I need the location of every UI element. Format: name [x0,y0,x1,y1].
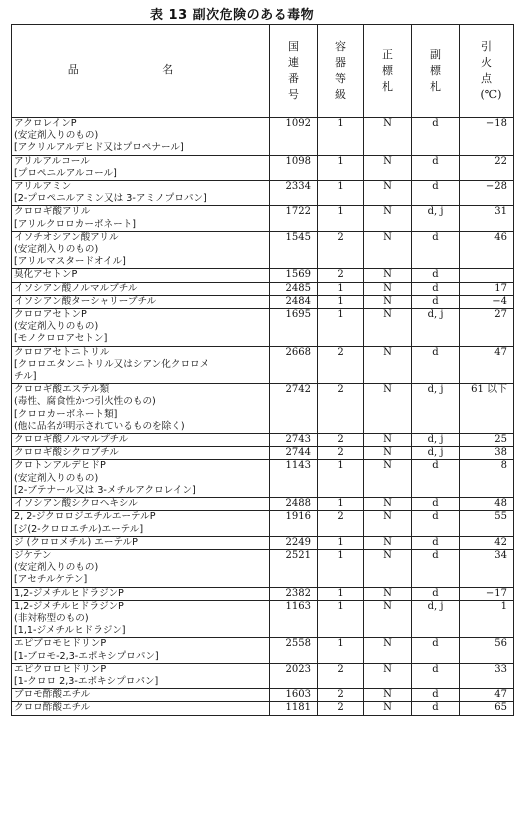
table-row [12,434,514,447]
cell-un-number: 2023 [270,663,318,688]
cell-main-label: N [364,600,412,638]
cell-package-group: 2 [318,689,364,702]
cell-flash-point: 56 [460,638,514,663]
cell-main-label: N [364,231,412,269]
cell-name [12,663,270,688]
cell-un-number: 2382 [270,587,318,600]
cell-sub-label: d, j [412,447,460,460]
cell-sub-label: d [412,498,460,511]
name-line: エピブロモヒドリンP [14,638,107,650]
table-row [12,498,514,511]
cell-flash-point: 38 [460,447,514,460]
cell-package-group: 1 [318,181,364,206]
name-line: [2-プロペニルアミン又は 3-アミノプロパン] [14,193,207,205]
cell-sub-label: d [412,549,460,587]
cell-package-group: 1 [318,118,364,156]
cell-flash-point: 22 [460,155,514,180]
cell-un-number: 2521 [270,549,318,587]
table-row [12,460,514,498]
name-line: [1,1-ジメチルヒドラジン] [14,625,126,637]
cell-sub-label: d [412,702,460,715]
cell-flash-point: −18 [460,118,514,156]
name-line: クロロギ酸アリル [14,206,91,218]
cell-main-label: N [364,460,412,498]
cell-name [12,384,270,434]
cell-flash-point: 46 [460,231,514,269]
cell-un-number: 2668 [270,346,318,384]
cell-sub-label: d [412,282,460,295]
cell-un-number: 1722 [270,206,318,231]
cell-name [12,118,270,156]
cell-sub-label: d [412,181,460,206]
name-line: (安定剤入りのもの) [14,130,99,142]
cell-name [12,309,270,347]
cell-un-number: 1545 [270,231,318,269]
cell-flash-point: 34 [460,549,514,587]
cell-package-group: 2 [318,702,364,715]
cell-package-group: 1 [318,460,364,498]
name-line: ブロモ酢酸エチル [14,689,91,701]
cell-sub-label: d [412,663,460,688]
cell-name [12,155,270,180]
cell-package-group: 1 [318,498,364,511]
cell-main-label: N [364,638,412,663]
cell-un-number: 1569 [270,269,318,282]
cell-flash-point: 47 [460,346,514,384]
table-row [12,536,514,549]
cell-package-group: 2 [318,434,364,447]
cell-main-label: N [364,498,412,511]
name-line: [2-ブテナール又は 3-メチルアクロレイン] [14,484,196,496]
cell-main-label: N [364,702,412,715]
table-title: 表 13 副次危険のある毒物 [150,8,315,23]
cell-main-label: N [364,536,412,549]
cell-flash-point: −4 [460,295,514,308]
name-line: 1,2-ジメチルヒドラジンP [14,587,124,599]
cell-main-label: N [364,587,412,600]
table-row [12,600,514,638]
cell-name [12,638,270,663]
cell-name [12,181,270,206]
cell-flash-point: 31 [460,206,514,231]
table-row [12,206,514,231]
header-sub-label: 副標札 [412,25,460,118]
cell-main-label: N [364,309,412,347]
name-line: クロロギ酸エステル類 [14,384,110,396]
cell-package-group: 1 [318,549,364,587]
table-row [12,663,514,688]
name-line: [ジ(2-クロロエチル)エーテル] [14,523,144,535]
cell-package-group: 2 [318,447,364,460]
cell-sub-label: d [412,295,460,308]
cell-name [12,346,270,384]
cell-un-number: 2249 [270,536,318,549]
cell-main-label: N [364,282,412,295]
name-line: ジ (クロロメチル) エーテルP [14,536,138,548]
cell-flash-point: −17 [460,587,514,600]
name-line: チル] [14,371,37,383]
cell-sub-label: d [412,346,460,384]
cell-main-label: N [364,447,412,460]
name-line: クロロギ酸シクロブチル [14,447,119,459]
cell-name [12,549,270,587]
cell-package-group: 1 [318,282,364,295]
cell-un-number: 1092 [270,118,318,156]
cell-name [12,587,270,600]
cell-name [12,702,270,715]
cell-package-group: 2 [318,231,364,269]
cell-package-group: 1 [318,587,364,600]
cell-package-group: 1 [318,295,364,308]
cell-main-label: N [364,689,412,702]
cell-sub-label: d [412,231,460,269]
name-line: [アセチルケテン] [14,574,88,586]
cell-name [12,434,270,447]
cell-main-label: N [364,663,412,688]
name-line: (非対称型のもの) [14,612,89,624]
table-row [12,231,514,269]
cell-flash-point: −28 [460,181,514,206]
name-line: [クロロカーボネート類] [14,408,118,420]
cell-flash-point: 55 [460,511,514,536]
cell-name [12,511,270,536]
header-un-number: 国連番号 [270,25,318,118]
table-row [12,282,514,295]
cell-sub-label: d, j [412,600,460,638]
table-row [12,269,514,282]
header-main-label: 正標札 [364,25,412,118]
cell-main-label: N [364,155,412,180]
cell-main-label: N [364,295,412,308]
cell-package-group: 1 [318,206,364,231]
name-line: [1-ブロモ-2,3-エポキシプロパン] [14,650,159,662]
name-line: 2, 2-ジクロロジエチルエーテルP [14,511,156,523]
table-row [12,346,514,384]
name-line: イソシアン酸ノルマルブチル [14,282,138,294]
cell-main-label: N [364,206,412,231]
cell-flash-point: 17 [460,282,514,295]
cell-flash-point: 1 [460,600,514,638]
cell-sub-label: d [412,536,460,549]
name-line: (毒性、腐食性かつ引火性のもの) [14,396,156,408]
cell-un-number: 2484 [270,295,318,308]
cell-name [12,282,270,295]
name-line: 臭化アセトンP [14,269,78,281]
cell-un-number: 2744 [270,447,318,460]
cell-main-label: N [364,511,412,536]
name-line: [モノクロロアセトン] [14,333,108,345]
cell-sub-label: d, j [412,206,460,231]
table-row [12,702,514,715]
cell-package-group: 2 [318,346,364,384]
cell-un-number: 2742 [270,384,318,434]
cell-flash-point: 48 [460,498,514,511]
cell-name [12,536,270,549]
name-line: クロロアセトンP [14,309,87,321]
name-line: [クロロエタンニトリル又はシアン化クロロメ [14,358,210,370]
cell-sub-label: d [412,638,460,663]
name-line: (安定剤入りのもの) [14,472,99,484]
name-line: 1,2-ジメチルヒドラジンP [14,600,124,612]
name-line: クロロギ酸ノルマルプチル [14,434,129,446]
cell-un-number: 2488 [270,498,318,511]
name-line: アクロレインP [14,118,77,129]
cell-sub-label: d [412,118,460,156]
cell-sub-label: d [412,511,460,536]
name-line: (安定剤入りのもの) [14,562,99,574]
name-line: イソシアン酸ターシャリーブチル [14,295,157,307]
cell-name [12,295,270,308]
cell-un-number: 1603 [270,689,318,702]
table-row [12,155,514,180]
cell-main-label: N [364,181,412,206]
poison-table [11,24,514,716]
cell-un-number: 2334 [270,181,318,206]
cell-un-number: 1143 [270,460,318,498]
cell-main-label: N [364,384,412,434]
cell-name [12,460,270,498]
name-line: [アクリルアルデヒド又はプロペナール] [14,142,184,154]
name-line: イソシアン酸シクロヘキシル [14,498,138,510]
cell-flash-point: 61 以下 [460,384,514,434]
cell-package-group: 2 [318,269,364,282]
header-package-group: 容器等級 [318,25,364,118]
cell-package-group: 1 [318,536,364,549]
cell-flash-point: 33 [460,663,514,688]
cell-flash-point: 27 [460,309,514,347]
cell-package-group: 1 [318,309,364,347]
cell-name [12,498,270,511]
name-line: ジケテン [14,549,52,561]
name-line: アリルアルコール [14,155,90,167]
name-line: [アリルマスタードオイル] [14,256,126,268]
cell-main-label: N [364,549,412,587]
name-line: (他に品名が明示されているものを除く) [14,420,185,432]
cell-sub-label: d [412,269,460,282]
header-name: 品 名 [12,25,270,118]
header-flash-point: 引火点(℃) [460,25,514,118]
cell-package-group: 2 [318,511,364,536]
header-row [12,25,514,118]
cell-un-number: 1098 [270,155,318,180]
table-row [12,295,514,308]
table-row [12,587,514,600]
table-row [12,689,514,702]
cell-main-label: N [364,434,412,447]
name-line: (安定剤入りのもの) [14,244,99,256]
cell-main-label: N [364,346,412,384]
cell-sub-label: d, j [412,434,460,447]
cell-un-number: 1695 [270,309,318,347]
name-line: (安定剤入りのもの) [14,321,99,333]
name-line: [プロペニルアルコール] [14,167,117,179]
name-line: エピクロロヒドリンP [14,663,107,675]
table-row [12,511,514,536]
table-row [12,447,514,460]
table-row [12,181,514,206]
cell-sub-label: d [412,460,460,498]
cell-un-number: 1181 [270,702,318,715]
cell-flash-point: 42 [460,536,514,549]
name-line: [アリルクロロカーボネート] [14,218,137,230]
cell-name [12,600,270,638]
table-row [12,638,514,663]
cell-package-group: 1 [318,600,364,638]
cell-un-number: 2558 [270,638,318,663]
cell-main-label: N [364,118,412,156]
cell-name [12,269,270,282]
cell-flash-point: 25 [460,434,514,447]
cell-flash-point: 65 [460,702,514,715]
cell-flash-point [460,269,514,282]
cell-package-group: 2 [318,663,364,688]
name-line: クロロアセトニトリル [14,346,110,358]
cell-name [12,231,270,269]
cell-main-label: N [364,269,412,282]
cell-un-number: 2743 [270,434,318,447]
cell-package-group: 1 [318,638,364,663]
cell-name [12,689,270,702]
name-line: [1-クロロ 2,3-エポキシプロパン] [14,675,159,687]
cell-un-number: 1916 [270,511,318,536]
name-line: クロロ酢酸エチル [14,702,91,714]
cell-sub-label: d [412,689,460,702]
cell-name [12,206,270,231]
cell-name [12,447,270,460]
cell-sub-label: d [412,155,460,180]
cell-sub-label: d, j [412,384,460,434]
cell-sub-label: d, j [412,309,460,347]
table-row [12,549,514,587]
cell-un-number: 1163 [270,600,318,638]
cell-package-group: 2 [318,384,364,434]
cell-flash-point: 47 [460,689,514,702]
name-line: クロトンアルデヒドP [14,460,106,472]
name-line: アリルアミン [14,181,72,193]
name-line: イソチオシアン酸アリル [14,231,119,243]
table-row [12,384,514,434]
table-row [12,309,514,347]
cell-un-number: 2485 [270,282,318,295]
cell-package-group: 1 [318,155,364,180]
cell-sub-label: d [412,587,460,600]
cell-flash-point: 8 [460,460,514,498]
table-row [12,118,514,156]
